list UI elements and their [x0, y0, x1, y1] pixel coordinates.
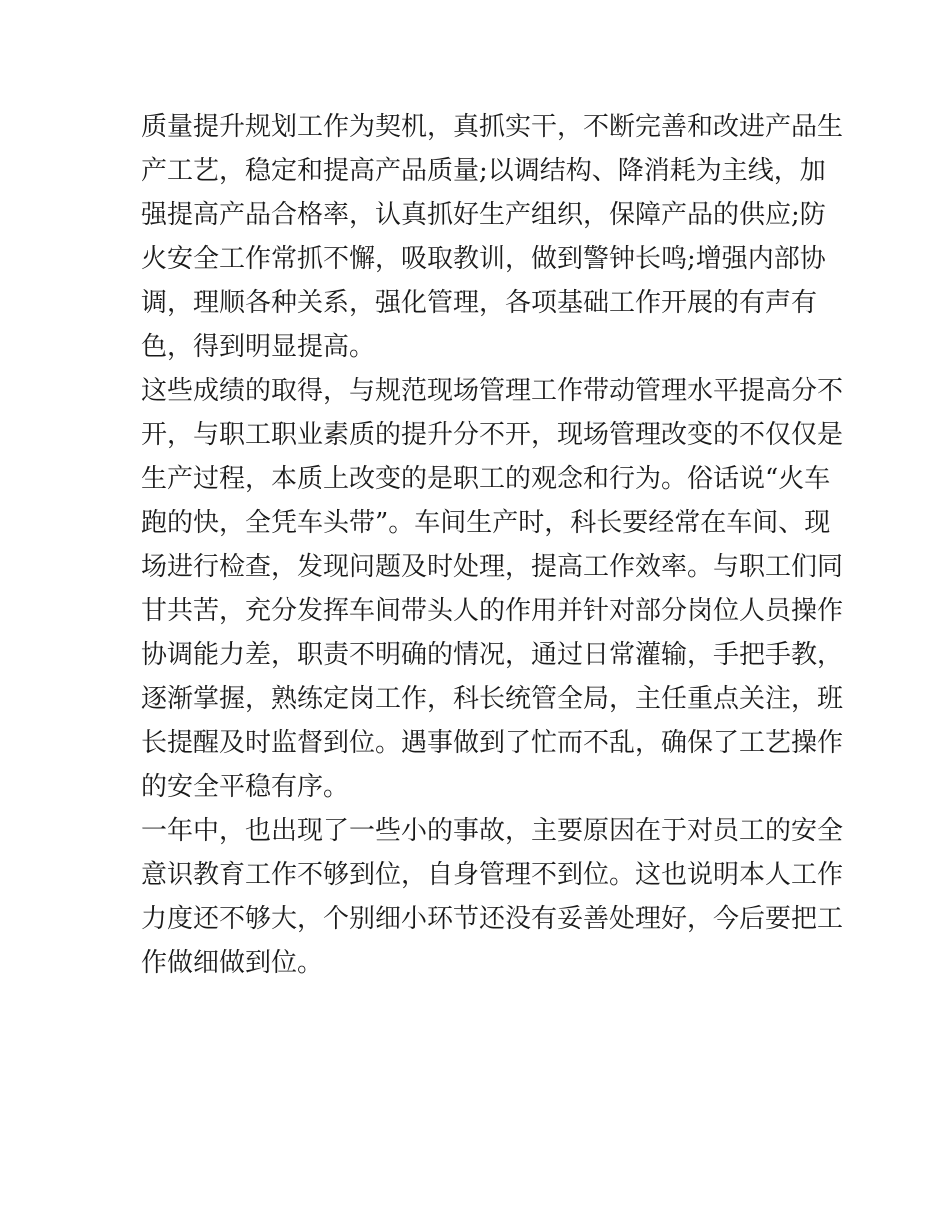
document-body	[141, 105, 844, 985]
text-line: 开，与职工职业素质的提升分不开，现场管理改变的不仅仅是	[141, 420, 844, 450]
paragraph-3	[141, 809, 844, 985]
text-line: 意识教育工作不够到位，自身管理不到位。这也说明本人工作	[141, 860, 844, 890]
text-line: 调，理顺各种关系，强化管理，各项基础工作开展的有声有	[141, 288, 818, 318]
text-line: 产工艺，稳定和提高产品质量;以调结构、降消耗为主线，加	[141, 156, 826, 186]
text-line: 力度还不够大，个别细小环节还没有妥善处理好，今后要把工	[141, 904, 844, 934]
text-line: 色，得到明显提高。	[141, 332, 376, 362]
text-line: 作做细做到位。	[141, 948, 324, 978]
text-line: 逐渐掌握，熟练定岗工作，科长统管全局，主任重点关注，班	[141, 684, 844, 714]
paragraph-2	[141, 369, 844, 809]
text-line: 生产过程，本质上改变的是职工的观念和行为。俗话说“火车	[141, 464, 831, 494]
text-line: 这些成绩的取得，与规范现场管理工作带动管理水平提高分不	[141, 376, 844, 406]
text-line: 火安全工作常抓不懈，吸取教训，做到警钟长鸣;增强内部协	[141, 244, 826, 274]
text-line: 质量提升规划工作为契机，真抓实干，不断完善和改进产品生	[141, 112, 844, 142]
text-line: 场进行检查，发现问题及时处理，提高工作效率。与职工们同	[141, 552, 844, 582]
text-line: 长提醒及时监督到位。遇事做到了忙而不乱，确保了工艺操作	[141, 728, 844, 758]
text-line: 甘共苦，充分发挥车间带头人的作用并针对部分岗位人员操作	[141, 596, 844, 626]
text-line: 协调能力差，职责不明确的情况，通过日常灌输，手把手教，	[141, 640, 844, 670]
paragraph-1	[141, 105, 844, 369]
text-line: 跑的快，全凭车头带”。车间生产时，科长要经常在车间、现	[141, 508, 831, 538]
text-line: 的安全平稳有序。	[141, 772, 350, 802]
text-line: 强提高产品合格率，认真抓好生产组织，保障产品的供应;防	[141, 200, 826, 230]
text-line: 一年中，也出现了一些小的事故，主要原因在于对员工的安全	[141, 816, 844, 846]
